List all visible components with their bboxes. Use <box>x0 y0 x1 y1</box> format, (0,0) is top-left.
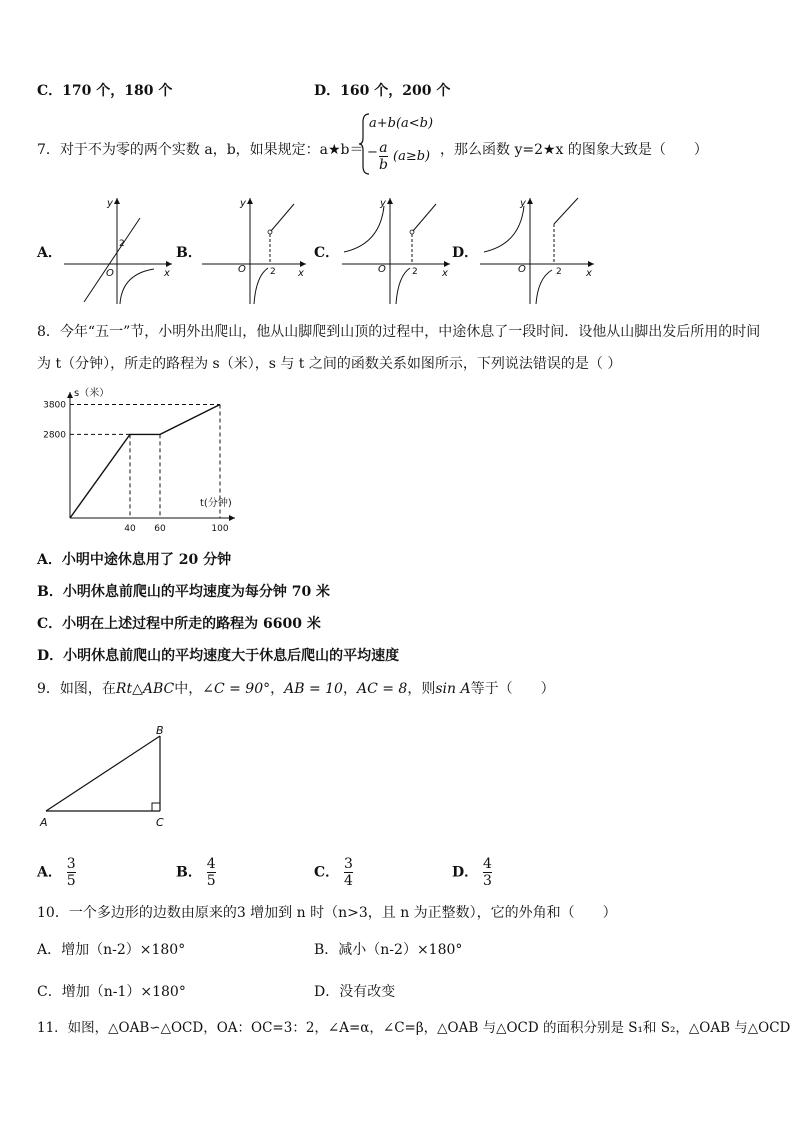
q7-case1: a+b(a<b) <box>369 116 434 131</box>
q10-stem: 10．一个多边形的边数由原来的3 增加到 n 时（n>3，且 n 为正整数），它的外角和（ ） <box>37 905 617 921</box>
q9-option-a: A． $\frac{3}{5}$ <box>37 856 76 889</box>
q7-c-y-label: y <box>380 198 386 209</box>
q8-x-axis-label: t(分钟) <box>200 498 232 509</box>
q7-option-a-label: A． <box>37 245 62 261</box>
q7-b-x-label: x <box>298 268 304 279</box>
q7-a-origin: O <box>106 268 114 279</box>
q7-a-x-label: x <box>164 268 170 279</box>
q8-stem-line2: 为 t（分钟），所走的路程为 s（米），s 与 t 之间的函数关系如图所示，下列说法错误的是（ ） <box>37 356 622 372</box>
q6-option-c: C．170 个，180 个 <box>37 83 173 99</box>
q7-graph-c <box>340 194 452 306</box>
q9-angle: ∠C = 90° <box>202 681 271 697</box>
q7-piecewise <box>357 112 437 176</box>
q10-option-c: C．增加（n-1）×180° <box>37 984 186 1000</box>
q8-ytick-2800: 2800 <box>43 430 66 441</box>
q7-case2-condition: (a≥b) <box>393 149 431 164</box>
q7-case2-fraction: $\frac{a}{b}$ <box>379 140 388 173</box>
q7-d-origin: O <box>518 264 526 275</box>
q7-option-d-label: D． <box>452 245 479 261</box>
q9-vertex-b: B <box>156 724 164 737</box>
q7-b-origin: O <box>238 264 246 275</box>
q7-c-x-label: x <box>442 268 448 279</box>
q8-ytick-3800: 3800 <box>43 400 66 411</box>
q8-stem-line1: 8．今年“五一”节，小明外出爬山，他从山脚爬到山顶的过程中，中途休息了一段时间．设他从山脚出发后所用的时间 <box>37 324 761 340</box>
q8-option-a: A．小明中途休息用了 20 分钟 <box>37 552 232 568</box>
q7-stem-prefix: 7．对于不为零的两个实数 a，b，如果规定：a★b＝ <box>37 142 364 158</box>
q7-b-tick: 2 <box>270 267 276 277</box>
q10-option-d: D．没有改变 <box>314 984 396 1000</box>
q7-graph-b <box>200 194 308 306</box>
q9-option-b: B． $\frac{4}{5}$ <box>176 856 216 889</box>
q7-d-tick: 2 <box>556 267 562 277</box>
q8-xtick-60: 60 <box>154 524 166 534</box>
q7-graph-a <box>62 194 174 306</box>
q11-stem: 11．如图，△OAB∽△OCD，OA：OC=3：2，∠A=α，∠C=β，△OAB 与△OCD 的面积分别是 S₁和 S₂，△OAB 与△OCD <box>37 1020 791 1036</box>
q7-c-tick: 2 <box>412 267 418 277</box>
q6-option-d: D．160 个，200 个 <box>314 83 451 99</box>
q9-ac: AC = 8 <box>356 681 408 697</box>
q9-sina: sin A <box>435 681 471 697</box>
q8-y-axis-label: s（米） <box>74 388 110 399</box>
q8-option-d: D．小明休息前爬山的平均速度大于休息后爬山的平均速度 <box>37 648 400 664</box>
q7-graph-d <box>478 194 596 306</box>
q9-ab: AB = 10 <box>284 681 343 697</box>
q7-case2-minus: − <box>367 145 378 160</box>
q9-option-c: C． $\frac{3}{4}$ <box>314 856 353 889</box>
q8-option-b: B．小明休息前爬山的平均速度为每分钟 70 米 <box>37 584 331 600</box>
q8-series-line <box>70 405 220 519</box>
q9-triangle-figure <box>36 724 176 828</box>
q10-option-a: A．增加（n-2）×180° <box>37 942 186 958</box>
q7-d-x-label: x <box>586 268 592 279</box>
q7-option-b-label: B． <box>176 245 202 261</box>
q7-b-y-label: y <box>240 198 246 209</box>
q7-c-origin: O <box>378 264 386 275</box>
q7-d-y-label: y <box>520 198 526 209</box>
q8-xtick-40: 40 <box>124 524 136 534</box>
q8-option-c: C．小明在上述过程中所走的路程为 6600 米 <box>37 616 321 632</box>
q8-chart <box>30 384 240 536</box>
q9-vertex-a: A <box>40 816 48 828</box>
q9-stem: 9．如图，在Rt△ABC中，∠C = 90°，AB = 10，AC = 8，则sin A等于（ ） <box>37 681 555 697</box>
q7-stem-suffix: ，那么函数 y=2★x 的图象大致是（ ） <box>440 142 708 158</box>
q7-a-y-label: y <box>107 198 113 209</box>
q10-option-b: B．减小（n-2）×180° <box>314 942 463 958</box>
q9-option-d: D． $\frac{4}{3}$ <box>452 856 492 889</box>
q7-a-tick: 2 <box>119 239 125 249</box>
q8-xtick-100: 100 <box>211 524 229 534</box>
q9-triangle: Rt△ABC <box>115 681 175 697</box>
q7-option-c-label: C． <box>314 245 340 261</box>
q9-vertex-c: C <box>156 816 164 828</box>
